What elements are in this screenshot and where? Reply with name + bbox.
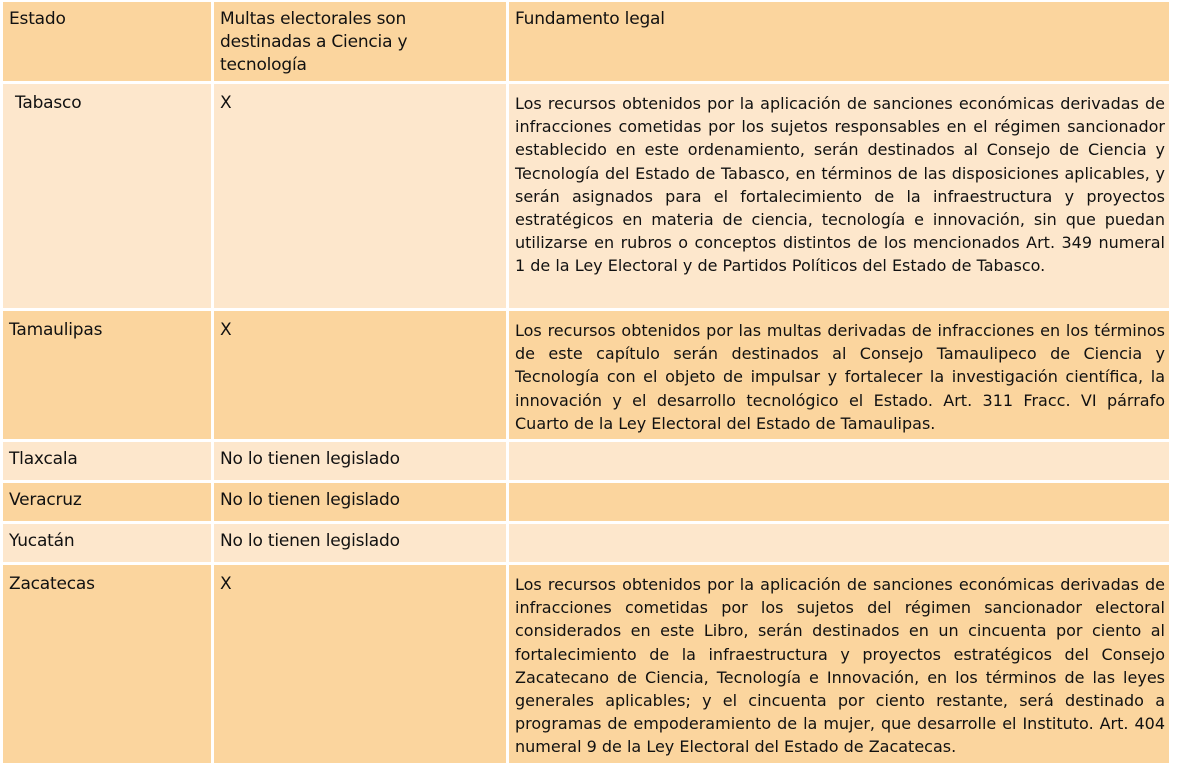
cell-estado: Veracruz xyxy=(3,483,211,521)
table-row xyxy=(3,84,1169,308)
cell-fundamento xyxy=(509,524,1169,562)
header-fundamento: Fundamento legal xyxy=(509,2,1169,81)
header-estado: Estado xyxy=(3,2,211,81)
cell-estado: Tabasco xyxy=(3,84,211,308)
cell-fundamento xyxy=(509,483,1169,521)
cell-fundamento: Los recursos obtenidos por la aplicación de sanciones económicas derivadas de infracciones cometidas por los sujetos del régimen sancionador electoral considerados en este Libro, serán destinados en un cincuenta por ciento al fortalecimiento de la infraestructura y proyectos estratégicos del Consejo Zacatecano de Ciencia, Tecnología e Innovación, en los términos de las leyes generales aplicables; y el cincuenta por ciento restante, será destinado a programas de empoderamiento de la mujer, que desarrolle el Instituto. Art. 404 numeral 9 de la Ley Electoral del Estado de Zacatecas. xyxy=(509,565,1169,763)
table-row xyxy=(3,524,1169,562)
cell-multas: X xyxy=(214,565,506,763)
table-row xyxy=(3,442,1169,480)
cell-fundamento: Los recursos obtenidos por la aplicación de sanciones económicas derivadas de infracciones cometidas por los sujetos responsables en el régimen sancionador establecido en este ordenamiento, serán destinados al Consejo de Ciencia y Tecnología del Estado de Tabasco, en términos de las disposiciones aplicables, y serán asignados para el fortalecimiento de la infraestructura y proyectos estratégicos en materia de ciencia, tecnología e innovación, sin que puedan utilizarse en rubros o conceptos distintos de los mencionados Art. 349 numeral 1 de la Ley Electoral y de Partidos Políticos del Estado de Tabasco. xyxy=(509,84,1169,308)
cell-multas: X xyxy=(214,84,506,308)
table-row xyxy=(3,565,1169,763)
cell-multas: X xyxy=(214,311,506,439)
cell-fundamento: Los recursos obtenidos por las multas derivadas de infracciones en los términos de este capítulo serán destinados al Consejo Tamaulipeco de Ciencia y Tecnología con el objeto de impulsar y fortalecer la investigación científica, la innovación y el desarrollo tecnológico el Estado. Art. 311 Fracc. VI párrafo Cuarto de la Ley Electoral del Estado de Tamaulipas. xyxy=(509,311,1169,439)
cell-fundamento xyxy=(509,442,1169,480)
table-header-row xyxy=(3,2,1169,81)
cell-estado: Tlaxcala xyxy=(3,442,211,480)
table-row xyxy=(3,483,1169,521)
table-row xyxy=(3,311,1169,439)
cell-multas: No lo tienen legislado xyxy=(214,442,506,480)
cell-multas: No lo tienen legislado xyxy=(214,483,506,521)
header-multas: Multas electorales son destinadas a Ciencia y tecnología xyxy=(214,2,506,81)
cell-estado: Zacatecas xyxy=(3,565,211,763)
cell-estado: Tamaulipas xyxy=(3,311,211,439)
cell-multas: No lo tienen legislado xyxy=(214,524,506,562)
cell-estado: Yucatán xyxy=(3,524,211,562)
